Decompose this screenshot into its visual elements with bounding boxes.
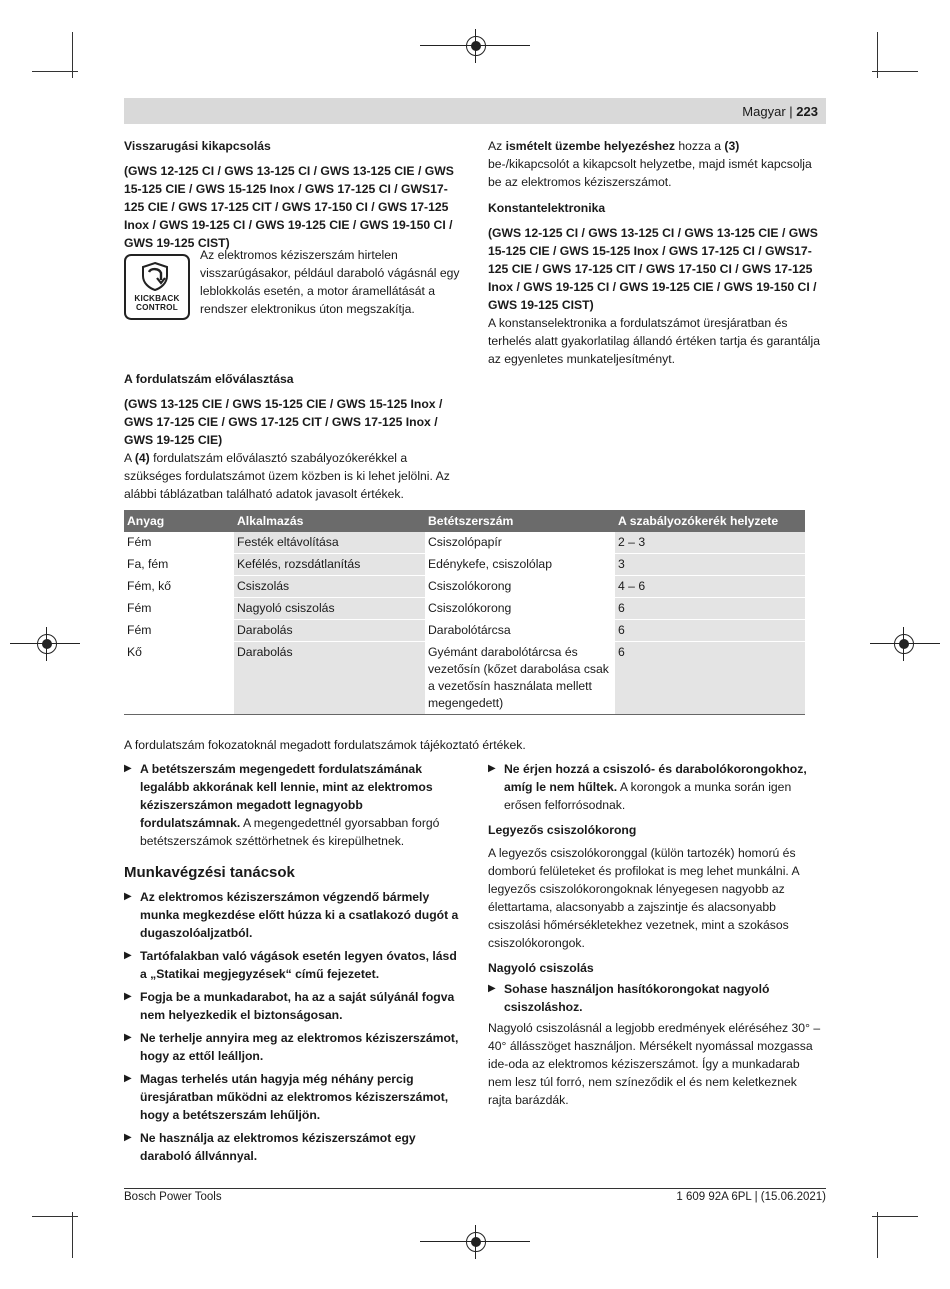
speed-preselection-section — [124, 370, 466, 503]
lower-right-column — [488, 760, 823, 1109]
table-cell: 2 – 3 — [615, 532, 805, 554]
page-number: 223 — [796, 104, 818, 119]
table-cell: Darabolótárcsa — [425, 620, 615, 642]
table-row — [124, 532, 805, 554]
crop-mark — [877, 1212, 878, 1258]
speed-text-ref: (4) — [134, 451, 150, 465]
table-cell: 6 — [615, 598, 805, 620]
crop-mark — [72, 1212, 73, 1258]
constant-electronics-title: Konstantelektronika — [488, 201, 606, 215]
table-header: Anyag — [124, 510, 234, 532]
warning-speed-bullet — [124, 760, 464, 850]
constant-electronics-models: (GWS 12-125 CI / GWS 13-125 CI / GWS 13-125 CIE / GWS 15-125 CIE / GWS 15-125 Inox / GWS 17-125 CI / GWS17-125 CIE / GWS 17-125 CIT / GWS 17-150 CI / GWS 17-125 Inox / GWS 19-125 CI / GWS 19-125 CIE / GWS 19-150 CI / GWS 19-125 CIST) — [488, 226, 818, 312]
footer-divider — [124, 1188, 826, 1189]
kickback-models: (GWS 12-125 CI / GWS 13-125 CI / GWS 13-125 CIE / GWS 15-125 CIE / GWS 15-125 Inox / GWS 17-125 CI / GWS17-125 CIE / GWS 17-125 CIT / GWS 17-150 CI / GWS 17-125 Inox / GWS 19-125 CI / GWS 19-125 CIE / GWS 19-150 CI / GWS 19-125 CIST) — [124, 164, 454, 250]
registration-mark-bottom — [466, 1232, 486, 1252]
registration-mark-line — [10, 643, 80, 644]
rough-grinding-text: Nagyoló csiszolásnál a legjobb eredmények eléréséhez 30° – 40° állásszöget használjon. Mérsékelt nyomással mozgassa ide-oda az elektromos kéziszerszámot. Így a munkadarab nem lesz túl forró, nem színeződik el és nem keletkeznek rajta barázdák. — [488, 1021, 821, 1107]
table-cell: 6 — [615, 620, 805, 642]
table-cell: Darabolás — [234, 642, 425, 715]
table-cell: Fa, fém — [124, 554, 234, 576]
registration-mark-top — [466, 36, 486, 56]
table-cell: Darabolás — [234, 620, 425, 642]
right-column-top — [488, 137, 820, 368]
table-cell: 6 — [615, 642, 805, 715]
registration-mark-line — [420, 45, 530, 46]
speed-text-post: fordulatszám előválasztó szabályozókerékkel a szükséges fordulatszámot üzem közben is ki lehet jelölni. Az alábbi táblázatban található adatok javasolt értékek. — [124, 451, 450, 501]
rough-grinding-warning: ▶ Sohase használjon hasítókorongokat nagyoló csiszoláshoz. — [488, 980, 823, 1016]
warning-speed-bold: A betétszerszám megengedett fordulatszámának legalább akkorának kell lennie, mint az elektromos kéziszerszámon megadott legnagyobb fordulatszámnak. — [140, 762, 433, 830]
speed-title: A fordulatszám előválasztása — [124, 372, 294, 386]
kickback-shield-icon — [140, 261, 170, 291]
footer-brand: Bosch Power Tools — [124, 1191, 222, 1203]
registration-mark-left — [37, 634, 57, 654]
restart-ref: (3) — [724, 139, 740, 153]
kickback-title: Visszarugási kikapcsolás — [124, 139, 271, 153]
constant-electronics-text: A konstanselektronika a fordulatszámot üresjáratban és terhelés alatt gyakorlatilag állandó értéken tartja és garantálja az egyenletes munkateljesítményt. — [488, 316, 820, 366]
table-header-row — [124, 510, 805, 532]
tip-bullet: ▶ Az elektromos kéziszerszámon végzendő bármely munka megkezdése előtt húzza ki a csatlakozó dugót a dugaszolóaljzatból. — [124, 888, 464, 942]
footer-doc-number: 1 609 92A 6PL | (15.06.2021) — [676, 1191, 826, 1203]
restart-text — [488, 137, 820, 191]
table-cell: 3 — [615, 554, 805, 576]
table-cell: Fém — [124, 598, 234, 620]
left-column-top — [124, 137, 464, 252]
page-header — [742, 104, 818, 119]
table-cell: Csiszolás — [234, 576, 425, 598]
table-cell: Gyémánt darabolótárcsa és vezetősín (kőzet darabolása csak a vezetősín használata mellett megengedett) — [425, 642, 615, 715]
fan-disc-title: Legyezős csiszolókorong — [488, 823, 637, 837]
table-note — [124, 736, 824, 754]
tip-bullet: ▶ Magas terhelés után hagyja még néhány percig üresjáratban működni az elektromos kéziszerszámot, hogy a betétszerszám lehűljön. — [124, 1070, 464, 1124]
table-cell: Kő — [124, 642, 234, 715]
kickback-description — [200, 246, 462, 318]
registration-mark-right — [894, 634, 914, 654]
restart-pre: Az — [488, 139, 506, 153]
table-cell: Kefélés, rozsdátlanítás — [234, 554, 425, 576]
crop-mark — [32, 71, 78, 72]
lower-left-column — [124, 760, 464, 1165]
warning-hot-text: A korongok a munka során igen erősen felforrósodnak. — [504, 780, 792, 812]
header-bar — [124, 98, 826, 124]
table-cell: Fém — [124, 620, 234, 642]
restart-mid: hozza a — [674, 139, 725, 153]
table-row — [124, 598, 805, 620]
restart-bold: ismételt üzembe helyezéshez — [505, 139, 675, 153]
tip-bullet: ▶ Ne terhelje annyira meg az elektromos kéziszerszámot, hogy az ettől leálljon. — [124, 1029, 464, 1065]
tip-bullet: ▶ Fogja be a munkadarabot, ha az a saját súlyánál fogva nem helyezkedik el biztonságosan. — [124, 988, 464, 1024]
kickback-icon-label-1: KICKBACK — [134, 294, 180, 303]
table-row — [124, 554, 805, 576]
table-header: Alkalmazás — [234, 510, 425, 532]
table-cell: Csiszolókorong — [425, 598, 615, 620]
warning-speed-text: A megengedettnél gyorsabban forgó betétszerszámok széttörhetnek és kirepülhetnek. — [140, 816, 440, 848]
table-row — [124, 620, 805, 642]
speed-text-pre: A — [124, 451, 135, 465]
fan-disc-text: A legyezős csiszolókoronggal (külön tartozék) homorú és domború felületeket és profilokat is meg lehet munkálni. A legyezős csiszolókorongoknak lényegesen nagyobb az élettartama, alacsonyabb a zajszintje és alacsonyabb csiszolási hőmérsékletekhez vezetnek, mint a szokásos csiszolókorongok. — [488, 846, 799, 950]
tip-bullet: ▶ Tartófalakban való vágások esetén legyen óvatos, lásd a „Statikai megjegyzések“ című fejezetet. — [124, 947, 464, 983]
table-cell: Fém, kő — [124, 576, 234, 598]
header-language: Magyar — [742, 104, 786, 119]
table-row — [124, 576, 805, 598]
table-row — [124, 642, 805, 715]
warning-hot-bold: Ne érjen hozzá a csiszoló- és darabolókorongokhoz, amíg le nem hűltek. — [504, 762, 807, 794]
table-cell: Csiszolópapír — [425, 532, 615, 554]
table-cell: Festék eltávolítása — [234, 532, 425, 554]
crop-mark — [872, 1216, 918, 1217]
kickback-text: Az elektromos kéziszerszám hirtelen visszarúgásakor, például daraboló vágásnál egy leblokkolás esetén, a motor áramellátását a rendszer elektronikus úton megszakítja. — [200, 248, 460, 316]
table-cell: Csiszolókorong — [425, 576, 615, 598]
table-note-text: A fordulatszám fokozatoknál megadott fordulatszámok tájékoztató értékek. — [124, 738, 526, 752]
table-cell: 4 – 6 — [615, 576, 805, 598]
crop-mark — [872, 71, 918, 72]
kickback-control-icon — [124, 254, 190, 320]
work-tips-title: Munkavégzési tanácsok — [124, 864, 295, 881]
restart-post: be-/kikapcsolót a kikapcsolt helyzetbe, majd ismét kapcsolja be az elektromos kéziszerszámot. — [488, 157, 812, 189]
table-cell: Nagyoló csiszolás — [234, 598, 425, 620]
warning-hot-discs-bullet — [488, 760, 823, 814]
table-header: A szabályozókerék helyzete — [615, 510, 805, 532]
table-cell: Fém — [124, 532, 234, 554]
registration-mark-line — [870, 643, 940, 644]
tip-bullet: ▶ Ne használja az elektromos kéziszerszámot egy daraboló állvánnyal. — [124, 1129, 464, 1165]
speed-models: (GWS 13-125 CIE / GWS 15-125 CIE / GWS 15-125 Inox / GWS 17-125 CIE / GWS 17-125 CIT / GWS 17-125 Inox / GWS 19-125 CIE) — [124, 397, 443, 447]
rough-grinding-title: Nagyoló csiszolás — [488, 961, 594, 975]
kickback-icon-label-2: CONTROL — [136, 303, 178, 312]
crop-mark — [32, 1216, 78, 1217]
speed-text — [124, 449, 466, 503]
table-cell: Edénykefe, csiszolólap — [425, 554, 615, 576]
header-separator: | — [789, 104, 793, 119]
speed-settings-table — [124, 510, 805, 715]
table-header: Betétszerszám — [425, 510, 615, 532]
registration-mark-line — [420, 1241, 530, 1242]
